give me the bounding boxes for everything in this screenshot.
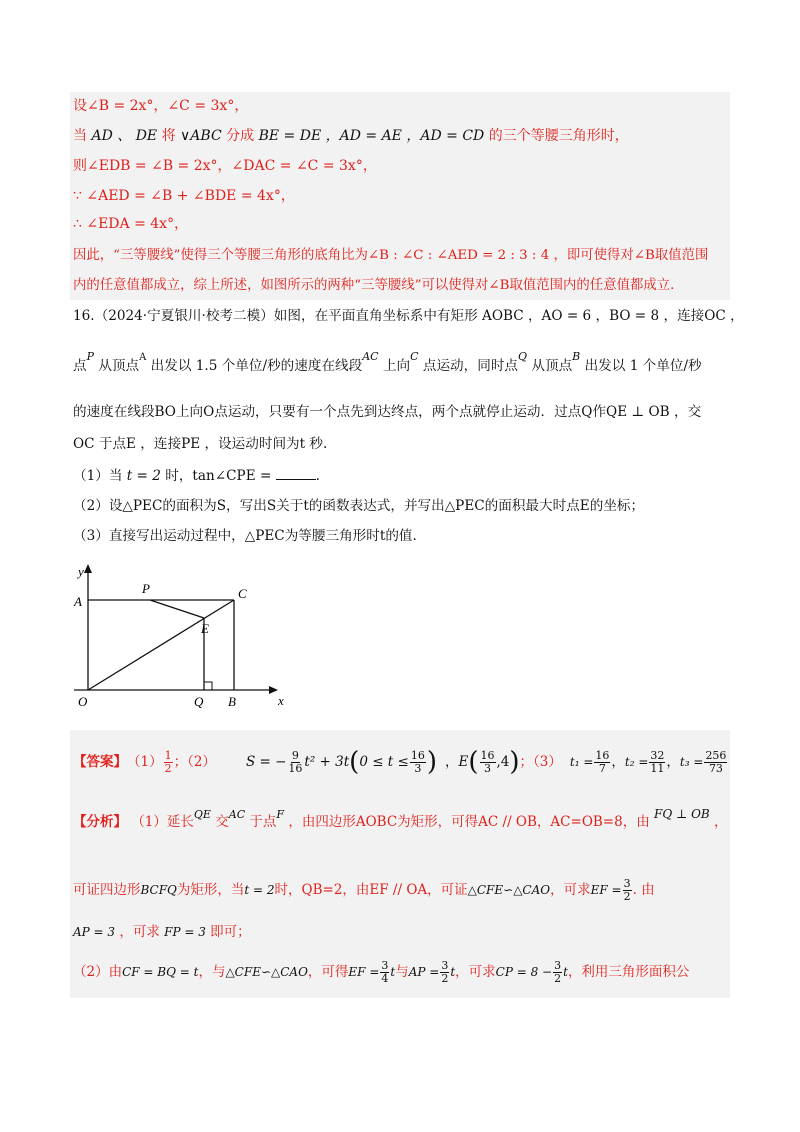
label-y: y xyxy=(78,564,84,579)
text-frag: （1） xyxy=(127,754,163,770)
coordinate-figure xyxy=(70,560,300,720)
solution-line-5: ∴ ∠EDA = 4x°， xyxy=(73,216,189,232)
point-label: A xyxy=(139,352,147,363)
text-frag: ；（2） xyxy=(173,754,216,770)
answer-line: 【答案】 （1） $\frac{1}{2}$ ；（2） S = − $\frac{9}{16}$ t² + 3t ( 0 ≤ t ≤ $\frac{16}{3}$ ) ， E ( $\frac{16}{3}$ ,4 ) ；（3） t₁ = $\frac{16}{7}$ ， t₂ = $\frac{32}{11}$ ， t₃ = $\frac{256}{73}$ xyxy=(73,747,727,777)
text-frag: 为矩形，当 xyxy=(176,882,245,898)
math-frag: t xyxy=(450,965,456,979)
point-label: Q xyxy=(518,350,528,363)
math-frag: ∨ABC xyxy=(180,128,222,144)
text-frag: ，与 xyxy=(198,964,226,980)
analysis-line-2 xyxy=(73,872,655,908)
text-frag: ， xyxy=(714,814,728,830)
label-x: x xyxy=(278,693,284,708)
text-frag: 时，QB=2，由EF // OA，可证 xyxy=(274,882,468,898)
label-A: A xyxy=(74,594,82,609)
y-axis-arrow xyxy=(84,564,92,573)
text-frag: ，可得 xyxy=(307,964,349,980)
text-frag: ；（3） xyxy=(519,754,562,770)
math-frag: BE = DE ，AD = AE ，AD = CD xyxy=(258,128,485,144)
solution-line-6: 因此，“三等腰线”使得三个等腰三角形的底角比为∠B : ∠C : ∠AED = 2 : 3 : 4 ，即可使得对∠B取值范围 xyxy=(73,248,709,263)
label-O: O xyxy=(78,694,88,709)
text-frag: 即可； xyxy=(210,924,251,940)
math-frag: t₂ = xyxy=(624,755,649,769)
fraction: $\frac{256}{73}$ xyxy=(705,748,727,775)
math-frag: AD 、 DE xyxy=(91,128,158,144)
analysis-tag: 【分析】 xyxy=(73,814,127,830)
text-frag: 分成 xyxy=(226,128,255,144)
math-frag: FP = 3 xyxy=(164,925,206,939)
problem-line-4: OC 于点E ，连接PE ，设运动时间为t 秒. xyxy=(73,436,328,452)
text-frag: 将 xyxy=(161,128,176,144)
right-angle-mark xyxy=(204,682,212,690)
x-axis-arrow xyxy=(269,686,278,694)
point-label: C xyxy=(410,350,419,363)
segment-PE xyxy=(150,600,204,618)
math-frag: △CFE∽△CAO xyxy=(225,965,308,979)
segment-label: AC xyxy=(362,350,379,363)
math-frag: AC xyxy=(228,808,246,821)
math-frag: t₃ = xyxy=(679,755,704,769)
text-frag: . xyxy=(315,468,320,484)
problem-line-2 xyxy=(73,350,702,378)
label-E: E xyxy=(201,621,209,636)
answer-tag: 【答案】 xyxy=(73,754,127,770)
fraction: $\frac{9}{16}$ xyxy=(288,748,303,775)
text-frag: ，利用三角形面积公 xyxy=(567,964,690,980)
fraction: $\frac{3}{2}$ xyxy=(554,958,562,985)
label-B: B xyxy=(228,694,236,709)
fraction: $\frac{3}{2}$ xyxy=(623,876,631,903)
math-frag: ,4 xyxy=(496,754,510,770)
text-frag: 出发以 1.5 个单位/秒的速度在线段 xyxy=(150,358,363,374)
problem-line-1: 16.（2024·宁夏银川·校考二模）如图，在平面直角坐标系中有矩形 AOBC ，AO = 6 ，BO = 8 ，连接OC ， xyxy=(73,308,744,324)
point-label: P xyxy=(86,350,94,363)
solution-line-2 xyxy=(73,126,629,146)
label-Q: Q xyxy=(194,694,204,709)
math-frag: t xyxy=(390,965,396,979)
text-frag: 上向 xyxy=(382,358,411,374)
text-frag: （1）延长 xyxy=(131,814,194,830)
math-frag: BCFQ xyxy=(140,883,177,897)
paren-close: ) xyxy=(509,747,520,777)
analysis-line-1 xyxy=(73,807,728,833)
math-frag: CP = 8 − xyxy=(495,965,553,979)
fraction: $\frac{3}{4}$ xyxy=(381,958,389,985)
solution-line-7: 内的任意值都成立，综上所述，如图所示的两种“三等腰线”可以使得对∠B取值范围内的任意值都成立. xyxy=(73,278,675,293)
math-frag: E xyxy=(458,754,469,770)
fraction: $\frac{32}{11}$ xyxy=(650,748,665,775)
text-frag: （1）当 xyxy=(73,468,123,484)
text-frag: 当 xyxy=(73,128,87,144)
text-frag: 与 xyxy=(395,964,409,980)
math-frag: FQ ⊥ OB xyxy=(654,807,710,821)
paren-close: ) xyxy=(426,747,437,777)
math-frag: 0 ≤ t ≤ xyxy=(359,754,409,770)
math-frag: CF = BQ = t xyxy=(122,965,199,979)
text-frag: 从顶点 xyxy=(531,358,573,374)
math-frag: AP = 3 xyxy=(73,925,116,939)
math-frag: t² + 3t xyxy=(304,754,350,770)
text-frag: 从顶点 xyxy=(98,358,140,374)
math-frag: F xyxy=(276,808,285,821)
analysis-line-3 xyxy=(73,922,251,942)
text-frag: 点运动，同时点 xyxy=(422,358,519,374)
text-frag: 时，tan∠CPE = xyxy=(165,468,272,484)
fraction: $\frac{1}{2}$ xyxy=(164,748,172,775)
solution-line-1: 设∠B = 2x°，∠C = 3x°， xyxy=(73,98,249,114)
math-frag: S = − xyxy=(245,754,287,770)
question-2: （2）设△PEC的面积为S，写出S关于t的函数表达式，并写出△PEC的面积最大时点E的坐标； xyxy=(73,498,645,514)
text-frag: 交 xyxy=(215,814,229,830)
solution-line-3: 则∠EDB = ∠B = 2x°，∠DAC = ∠C = 3x°， xyxy=(73,158,377,174)
paren-open: ( xyxy=(349,747,360,777)
text-frag: 出发以 1 个单位/秒 xyxy=(584,358,702,374)
fraction: $\frac{3}{2}$ xyxy=(441,958,449,985)
question-1 xyxy=(73,466,320,486)
math-frag: EF = xyxy=(348,965,380,979)
label-C: C xyxy=(238,586,247,601)
text-frag: . 由 xyxy=(632,882,655,898)
math-frag: AP = xyxy=(408,965,440,979)
math-frag: t xyxy=(563,965,568,979)
text-frag: ，可求 xyxy=(455,964,496,980)
text-frag: ，可求 xyxy=(119,924,160,940)
text-frag: 于点 xyxy=(249,814,277,830)
text-frag: 的三个等腰三角形时， xyxy=(488,128,629,144)
label-P: P xyxy=(142,581,150,596)
math-frag: △CFE∽△CAO xyxy=(467,883,551,897)
math-frag: t = 2 xyxy=(126,468,161,484)
text-frag: 点 xyxy=(73,358,87,374)
segment-OC xyxy=(88,600,234,690)
math-frag: t = 2 xyxy=(244,883,275,897)
text-frag: （2）由 xyxy=(73,964,123,980)
math-frag: t₁ = xyxy=(569,755,594,769)
fraction: $\frac{16}{3}$ xyxy=(480,748,495,775)
point-label: B xyxy=(572,350,581,363)
text-frag: ，可求 xyxy=(550,882,591,898)
question-3: （3）直接写出运动过程中，△PEC为等腰三角形时t的值. xyxy=(73,528,417,544)
math-frag: EF = xyxy=(590,883,622,897)
problem-line-3: 的速度在线段BO上向O点运动，只要有一个点先到达终点，两个点就停止运动．过点Q作QE ⊥ OB ，交 xyxy=(73,404,702,420)
paren-open: ( xyxy=(468,747,479,777)
text-frag: ，由四边形AOBC为矩形，可得AC // OB，AC=OB=8，由 xyxy=(288,814,650,830)
fraction: $\frac{16}{7}$ xyxy=(595,748,610,775)
math-frag: QE xyxy=(193,808,211,821)
answer-blank xyxy=(276,467,316,480)
fraction: $\frac{16}{3}$ xyxy=(410,748,425,775)
analysis-line-4 xyxy=(73,954,689,990)
text-frag: 可证四边形 xyxy=(73,882,141,898)
solution-line-4: ∵ ∠AED = ∠B + ∠BDE = 4x°， xyxy=(73,188,295,204)
